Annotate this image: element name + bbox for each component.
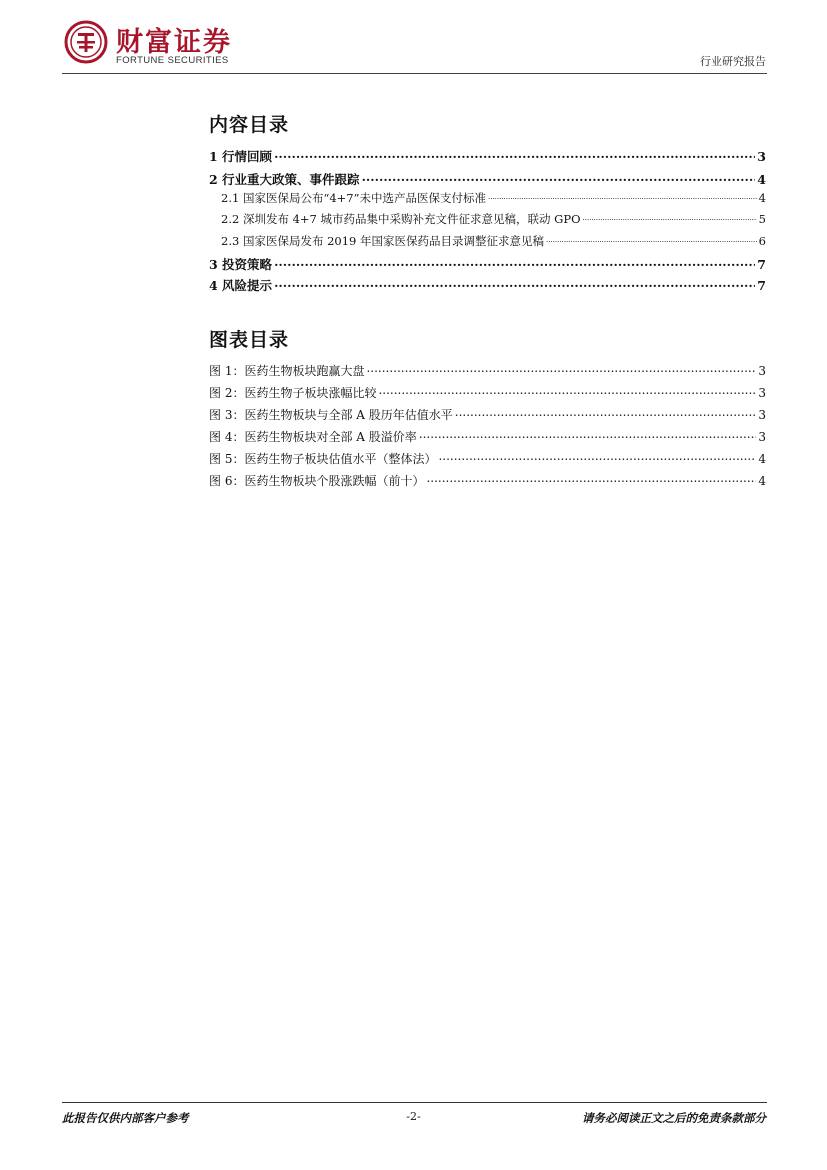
figure-entry-label: 图 5：医药生物子板块估值水平（整体法）	[209, 452, 437, 466]
dot-leader	[488, 195, 757, 202]
toc-entry-4[interactable]	[209, 276, 766, 294]
toc-entry-label: 2.1 国家医保局公布“4+7”未中选产品医保支付标准	[221, 191, 486, 205]
figure-entry-label: 图 4：医药生物板块对全部 A 股溢价率	[209, 430, 417, 444]
toc-entry-page: 5	[758, 212, 766, 226]
dot-leader	[366, 363, 756, 375]
toc-entry-label: 2 行业重大政策、事件跟踪	[209, 172, 360, 187]
figure-entry-label: 图 1：医药生物板块跑赢大盘	[209, 364, 365, 378]
page-number: -2-	[406, 1110, 421, 1123]
figures-title: 图表目录	[209, 329, 290, 351]
dot-leader	[438, 451, 756, 463]
logo-chinese-name: 财富证券	[116, 27, 232, 58]
toc-entry-3[interactable]	[209, 255, 766, 273]
logo-english-name: FORTUNE SECURITIES	[116, 55, 229, 66]
figure-entry-3[interactable]	[209, 406, 766, 423]
figure-entry-2[interactable]	[209, 384, 766, 401]
dot-leader	[583, 216, 757, 223]
figure-entry-6[interactable]	[209, 472, 766, 489]
toc-entry-2-2[interactable]	[221, 211, 766, 227]
toc-entry-2-1[interactable]	[221, 190, 766, 206]
figure-entry-page: 4	[758, 474, 766, 488]
dot-leader	[274, 257, 755, 270]
figure-entry-label: 图 2：医药生物子板块涨幅比较	[209, 386, 377, 400]
toc-title: 内容目录	[209, 114, 290, 136]
toc-entry-page: 7	[757, 278, 766, 293]
toc-entry-page: 6	[758, 234, 766, 248]
header-divider	[62, 73, 767, 74]
report-type: 行业研究报告	[700, 55, 766, 68]
footer-disclaimer-right: 请务必阅读正文之后的免责条款部分	[582, 1111, 766, 1125]
footer-disclaimer-left: 此报告仅供内部客户参考	[62, 1111, 189, 1125]
toc-entry-label: 4 风险提示	[209, 278, 273, 293]
figure-entry-page: 3	[758, 430, 766, 444]
dot-leader	[378, 385, 756, 397]
figure-entry-page: 3	[758, 364, 766, 378]
toc-entry-page: 4	[758, 191, 766, 205]
dot-leader	[274, 278, 755, 291]
figure-entry-5[interactable]	[209, 450, 766, 467]
toc-entry-label: 3 投资策略	[209, 257, 273, 272]
dot-leader	[362, 172, 756, 185]
toc-entry-page: 7	[757, 257, 766, 272]
figure-entry-1[interactable]	[209, 362, 766, 379]
figure-entry-label: 图 3：医药生物板块与全部 A 股历年估值水平	[209, 408, 453, 422]
dot-leader	[419, 429, 757, 441]
footer-divider	[62, 1102, 767, 1103]
seal-icon	[64, 20, 108, 64]
figure-entry-label: 图 6：医药生物板块个股涨跌幅（前十）	[209, 474, 425, 488]
toc-entry-label: 1 行情回顾	[209, 149, 273, 164]
figure-entry-4[interactable]	[209, 428, 766, 445]
toc-entry-1[interactable]	[209, 147, 766, 165]
figure-entry-page: 4	[758, 452, 766, 466]
dot-leader	[426, 473, 756, 485]
toc-entry-page: 4	[757, 172, 766, 187]
dot-leader	[455, 407, 757, 419]
toc-entry-2[interactable]	[209, 170, 766, 188]
toc-entry-label: 2.3 国家医保局发布 2019 年国家医保药品目录调整征求意见稿	[221, 234, 545, 248]
figure-entry-page: 3	[758, 386, 766, 400]
toc-entry-label: 2.2 深圳发布 4+7 城市药品集中采购补充文件征求意见稿，联动 GPO	[221, 212, 581, 226]
figure-entry-page: 3	[758, 408, 766, 422]
dot-leader	[274, 149, 755, 162]
toc-entry-2-3[interactable]	[221, 233, 766, 249]
dot-leader	[546, 238, 757, 245]
company-logo	[64, 20, 244, 68]
toc-entry-page: 3	[757, 149, 766, 164]
